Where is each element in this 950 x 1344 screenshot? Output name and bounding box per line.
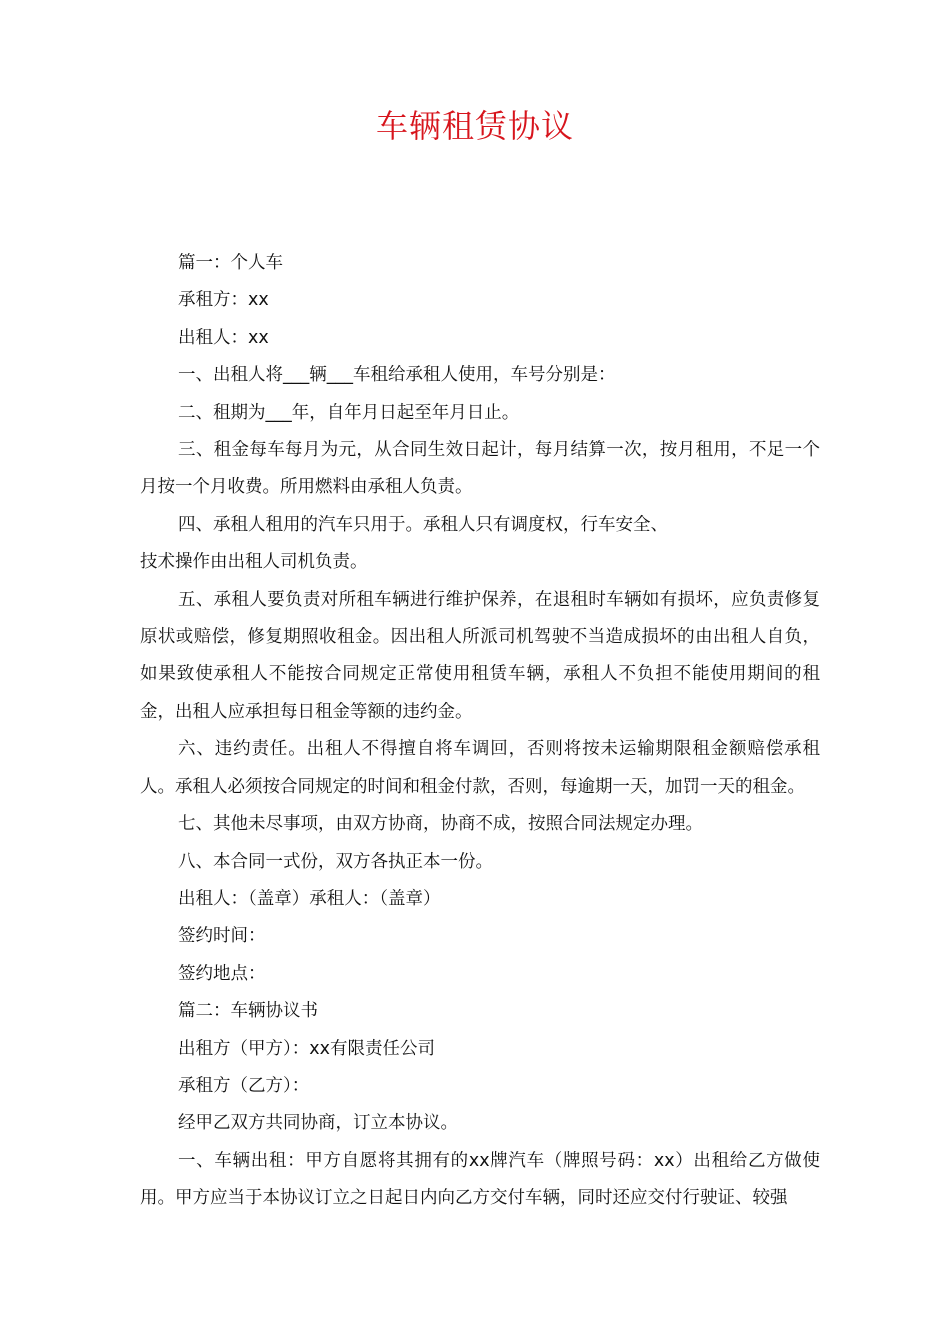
document-body (140, 245, 820, 1218)
clause-2: 二、租期为___年，自年月日起至年月日止。 (178, 402, 520, 423)
section-heading-part-two: 篇二：车辆协议书 (178, 1001, 318, 1022)
clause-7: 七、其他未尽事项，由双方协商，协商不成，按照合同法规定办理。 (178, 814, 703, 835)
party-a-line: 出租方（甲方）：xx有限责任公司 (178, 1038, 435, 1059)
clause-8: 八、本合同一式份，双方各执正本一份。 (178, 851, 493, 872)
clause-3: 三、租金每车每月为元，从合同生效日起计，每月结算一次，按月租用，不足一个月按一个月收费。所用燃料由承租人负责。 (140, 440, 820, 498)
clause-1: 一、出租人将___辆___车租给承租人使用，车号分别是： (178, 365, 616, 386)
part-two-clause-1: 一、车辆出租：甲方自愿将其拥有的xx牌汽车（牌照号码：xx）出租给乙方做使用。甲方应当于本协议订立之日起日内向乙方交付车辆，同时还应交付行驶证、较强 (140, 1150, 820, 1209)
signature-line: 出租人：（盖章）承租人：（盖章） (178, 888, 441, 909)
signing-time: 签约时间： (178, 926, 266, 947)
section-heading-part-one: 篇一：个人车 (178, 253, 283, 273)
clause-6: 六、违约责任。出租人不得擅自将车调回，否则将按未运输期限租金额赔偿承租人。承租人必须按合同规定的时间和租金付款，否则，每逾期一天，加罚一天的租金。 (140, 739, 820, 797)
agreement-preamble: 经甲乙双方共同协商，订立本协议。 (178, 1113, 458, 1134)
clause-4-continued: 技术操作由出租人司机负责。 (140, 552, 368, 573)
signing-place: 签约地点： (178, 963, 266, 984)
party-b-line: 承租方（乙方）： (178, 1075, 310, 1096)
clause-5: 五、承租人要负责对所租车辆进行维护保养，在退租时车辆如有损坏，应负责修复原状或赔偿，修复期照收租金。因出租人所派司机驾驶不当造成损坏的由出租人自负，如果致使承租人不能按合同规定正常使用租赁车辆，承租人不负担不能使用期间的租金，出租人应承担每日租金等额的违约金。 (140, 589, 820, 722)
lessor-line: 出租人：xx (178, 327, 269, 348)
clause-4: 四、承租人租用的汽车只用于。承租人只有调度权，行车安全、 (178, 514, 668, 535)
document-title: 车辆租赁协议 (375, 107, 574, 145)
lessee-line: 承租方：xx (178, 290, 269, 311)
